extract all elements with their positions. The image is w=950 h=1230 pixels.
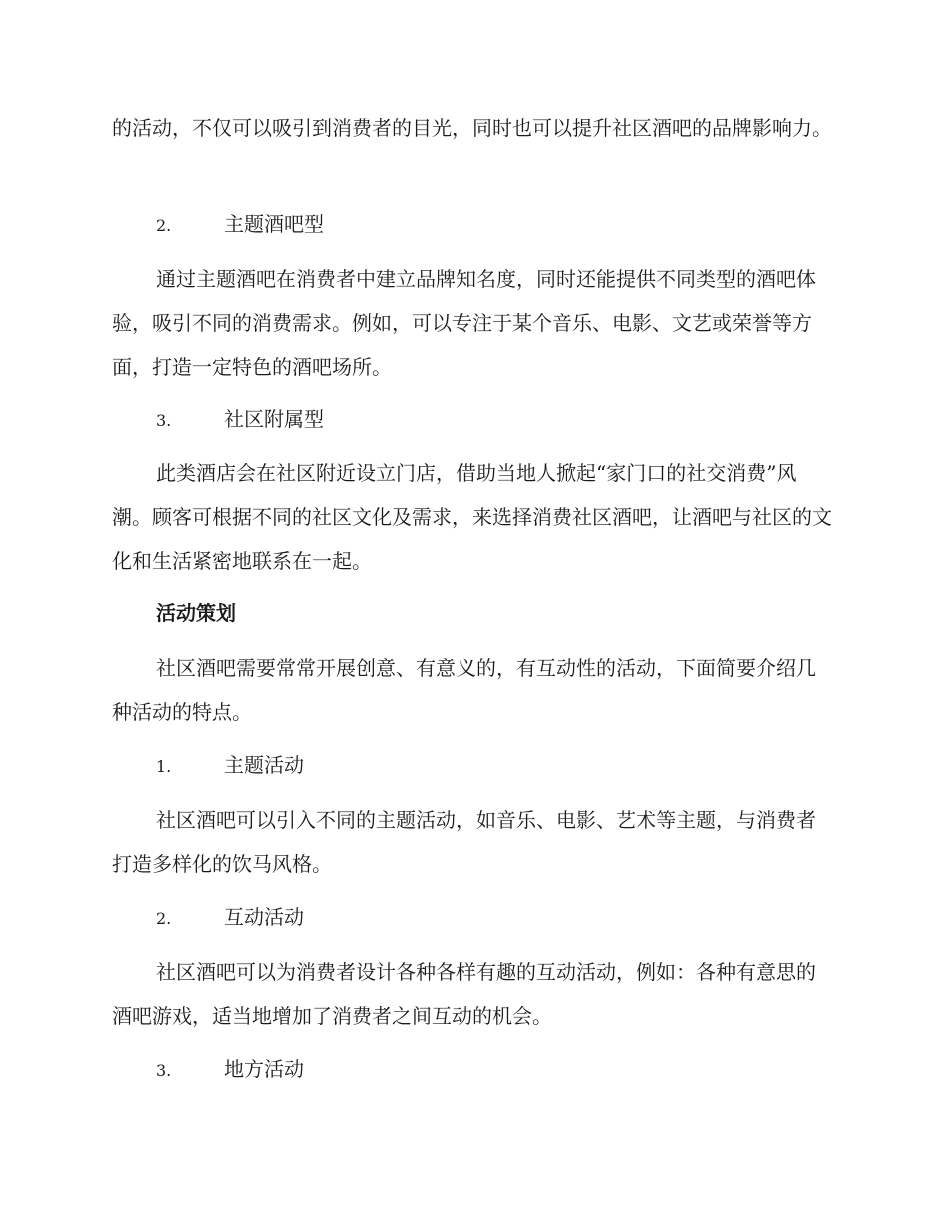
list-number: 3. <box>156 1061 172 1080</box>
list-number: 2. <box>156 909 172 928</box>
list-number: 1. <box>156 757 172 776</box>
list-label: 主题酒吧型 <box>224 212 324 236</box>
list-label: 地方活动 <box>224 1057 304 1081</box>
paragraph-theme-activity: 社区酒吧可以引入不同的主题活动，如音乐、电影、艺术等主题，与消费者打造多样化的饮马风格。 <box>112 808 816 876</box>
paragraph-activity-intro: 社区酒吧需要常常开展创意、有意义的，有互动性的活动，下面简要介绍几种活动的特点。 <box>112 656 816 724</box>
paragraph-brand-influence: 的活动，不仅可以吸引到消费者的目光，同时也可以提升社区酒吧的品牌影响力。 <box>112 116 832 140</box>
list-item-community-affiliated <box>156 405 324 435</box>
list-item-theme-activity <box>156 751 304 781</box>
list-label: 社区附属型 <box>224 407 324 431</box>
list-label: 互动活动 <box>224 905 304 929</box>
list-item-local-activity <box>156 1055 304 1085</box>
list-item-interactive-activity <box>156 903 304 933</box>
list-label: 主题活动 <box>224 753 304 777</box>
list-number: 3. <box>156 411 172 430</box>
list-number: 2. <box>156 216 172 235</box>
paragraph-theme-bar: 通过主题酒吧在消费者中建立品牌知名度，同时还能提供不同类型的酒吧体验，吸引不同的消费需求。例如，可以专注于某个音乐、电影、文艺或荣誉等方面，打造一定特色的酒吧场所。 <box>112 267 816 379</box>
section-heading-activity-planning: 活动策划 <box>156 601 236 625</box>
paragraph-community-affiliated: 此类酒店会在社区附近设立门店，借助当地人掀起“家门口的社交消费”风潮。顾客可根据不同的社区文化及需求，来选择消费社区酒吧，让酒吧与社区的文化和生活紧密地联系在一起。 <box>112 461 832 573</box>
list-item-theme-bar <box>156 210 324 240</box>
paragraph-interactive-activity: 社区酒吧可以为消费者设计各种各样有趣的互动活动，例如：各种有意思的酒吧游戏，适当地增加了消费者之间互动的机会。 <box>112 960 816 1028</box>
